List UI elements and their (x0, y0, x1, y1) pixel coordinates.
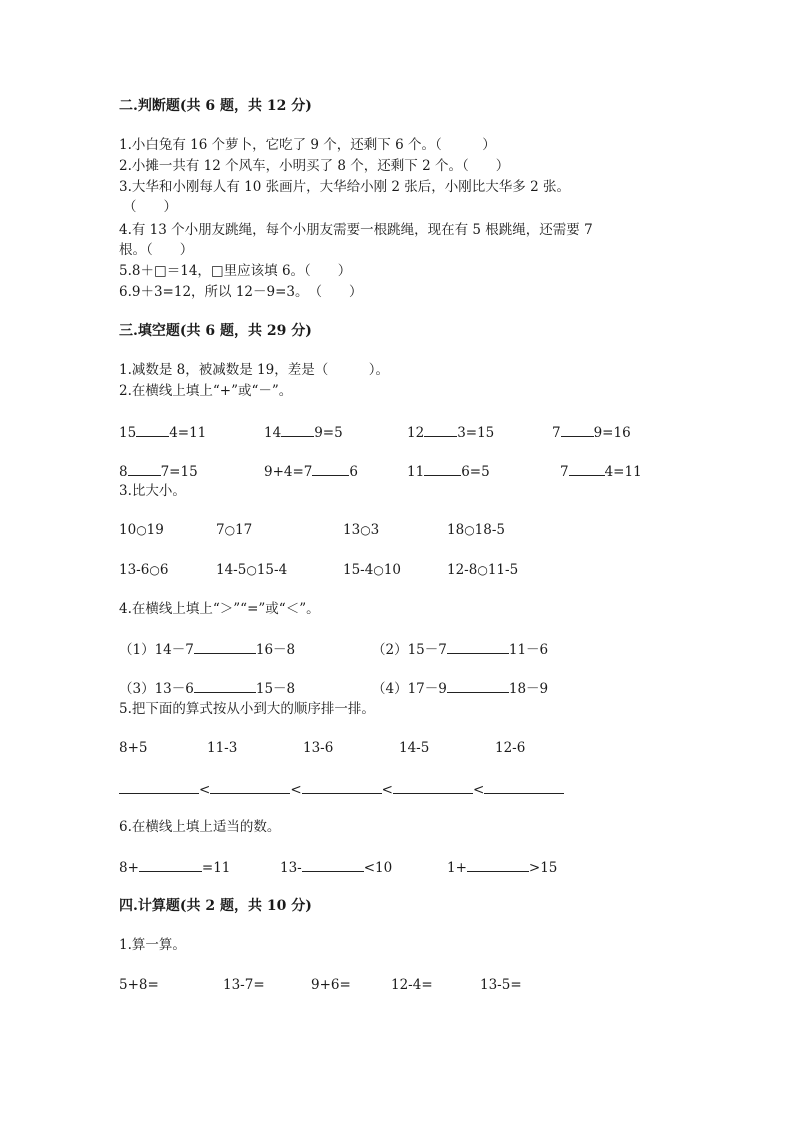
compare-item: 12-8○11-5 (447, 562, 519, 578)
fill-q4-title: 4.在横线上填上“＞”“=”或“＜”。 (119, 601, 320, 617)
less-than-sign: < (472, 782, 485, 798)
section-heading-calc: 四.计算题(共 2 题，共 10 分) (119, 898, 312, 914)
fill-q2-item: 7 9=16 (552, 425, 631, 441)
compare-circle[interactable]: ○ (224, 523, 236, 537)
judgment-item-2: 2.小摊一共有 12 个风车，小明买了 8 个，还剩下 2 个。（ ） (119, 158, 510, 174)
answer-blank[interactable] (136, 423, 169, 437)
fill-q2-item: 8 7=15 (119, 464, 198, 480)
judgment-item-1: 1.小白兔有 16 个萝卜，它吃了 9 个，还剩下 6 个。（ ） (119, 137, 496, 153)
fill-q5-title: 5.把下面的算式按从小到大的顺序排一排。 (119, 701, 375, 717)
less-than-sign: < (290, 782, 302, 798)
fill-q4-item: （1）14－7 16－8 (119, 642, 296, 658)
calc-expr: 9+6= (311, 977, 351, 993)
judgment-item-4-cont: 根。（ ） (119, 242, 194, 258)
answer-blank[interactable] (194, 679, 256, 693)
judgment-item-3-parens: （ ） (123, 199, 177, 215)
answer-blank[interactable] (312, 462, 349, 476)
fill-q2-item: 14 9=5 (264, 425, 343, 441)
section-heading-judgment: 二.判断题(共 6 题，共 12 分) (119, 98, 312, 114)
fill-q2-item: 12 3=15 (407, 425, 495, 441)
compare-circle[interactable]: ○ (246, 563, 257, 577)
answer-blank[interactable] (281, 423, 314, 437)
compare-item: 15-4○10 (343, 562, 402, 578)
fill-q2-item: 7 4=11 (560, 464, 642, 480)
order-expr: 13-6 (303, 740, 334, 756)
calc-expr: 12-4= (391, 977, 433, 993)
judgment-item-6: 6.9＋3=12，所以 12－9=3。 （ ） (119, 284, 363, 300)
answer-blank[interactable] (128, 462, 161, 476)
order-expr: 8+5 (119, 740, 148, 756)
fill-q6-item: 13- <10 (280, 860, 393, 876)
judgment-item-4: 4.有 13 个小朋友跳绳，每个小朋友需要一根跳绳，现在有 5 根跳绳，还需要 7 (119, 222, 593, 238)
compare-item: 13○3 (343, 522, 380, 538)
compare-item: 14-5○15-4 (216, 562, 288, 578)
compare-circle[interactable]: ○ (136, 523, 147, 537)
fill-q6-title: 6.在横线上填上适当的数。 (119, 819, 281, 835)
answer-blank[interactable] (302, 780, 382, 794)
compare-item: 18○18-5 (447, 522, 506, 538)
answer-blank[interactable] (119, 780, 199, 794)
answer-blank[interactable] (210, 780, 290, 794)
calc-expr: 13-7= (223, 977, 265, 993)
compare-circle[interactable]: ○ (360, 523, 371, 537)
answer-blank[interactable] (467, 858, 529, 872)
judgment-item-3: 3.大华和小刚每人有 10 张画片，大华给小刚 2 张后，小刚比大华多 2 张。 (119, 179, 570, 195)
compare-item: 13-6○6 (119, 562, 169, 578)
compare-circle[interactable]: ○ (477, 563, 488, 577)
answer-blank[interactable] (569, 462, 605, 476)
fill-q3-title: 3.比大小。 (119, 483, 186, 499)
order-expr: 11-3 (207, 740, 238, 756)
less-than-sign: < (199, 782, 211, 798)
compare-item: 7○17 (216, 522, 253, 538)
less-than-sign: < (381, 782, 393, 798)
compare-item: 10○19 (119, 522, 164, 538)
compare-circle[interactable]: ○ (464, 523, 475, 537)
judgment-item-5: 5.8＋□＝14，□里应该填 6。（ ） (119, 263, 352, 279)
fill-q2-item: 9+4=7 6 (264, 464, 358, 480)
fill-q4-item: （2）15－7 11－6 (372, 642, 549, 658)
fill-q6-item: 8+ =11 (119, 860, 231, 876)
compare-circle[interactable]: ○ (149, 563, 160, 577)
answer-blank[interactable] (561, 423, 594, 437)
answer-blank[interactable] (194, 640, 256, 654)
answer-blank[interactable] (424, 462, 461, 476)
calc-expr: 13-5= (480, 977, 522, 993)
fill-q4-item: （4）17－9 18－9 (372, 681, 549, 697)
calc-q1-title: 1.算一算。 (119, 937, 186, 953)
calc-expr: 5+8= (119, 977, 159, 993)
fill-q1: 1.减数是 8，被减数是 19，差是（ ）。 (119, 362, 389, 378)
section-heading-fill: 三.填空题(共 6 题，共 29 分) (119, 323, 312, 339)
answer-blank[interactable] (484, 780, 564, 794)
compare-circle[interactable]: ○ (373, 563, 384, 577)
fill-q2-title: 2.在横线上填上“+”或“－”。 (119, 383, 293, 399)
answer-blank[interactable] (424, 423, 457, 437)
fill-q6-item: 1+ >15 (447, 860, 558, 876)
answer-blank[interactable] (393, 780, 473, 794)
fill-q4-item: （3）13－6 15－8 (119, 681, 296, 697)
answer-blank[interactable] (447, 640, 509, 654)
order-expr: 12-6 (495, 740, 526, 756)
order-expr: 14-5 (399, 740, 430, 756)
fill-q2-item: 11 6=5 (407, 464, 490, 480)
order-answer-row (119, 780, 564, 799)
answer-blank[interactable] (302, 858, 364, 872)
answer-blank[interactable] (139, 858, 202, 872)
answer-blank[interactable] (447, 679, 509, 693)
fill-q2-item: 15 4=11 (119, 425, 207, 441)
